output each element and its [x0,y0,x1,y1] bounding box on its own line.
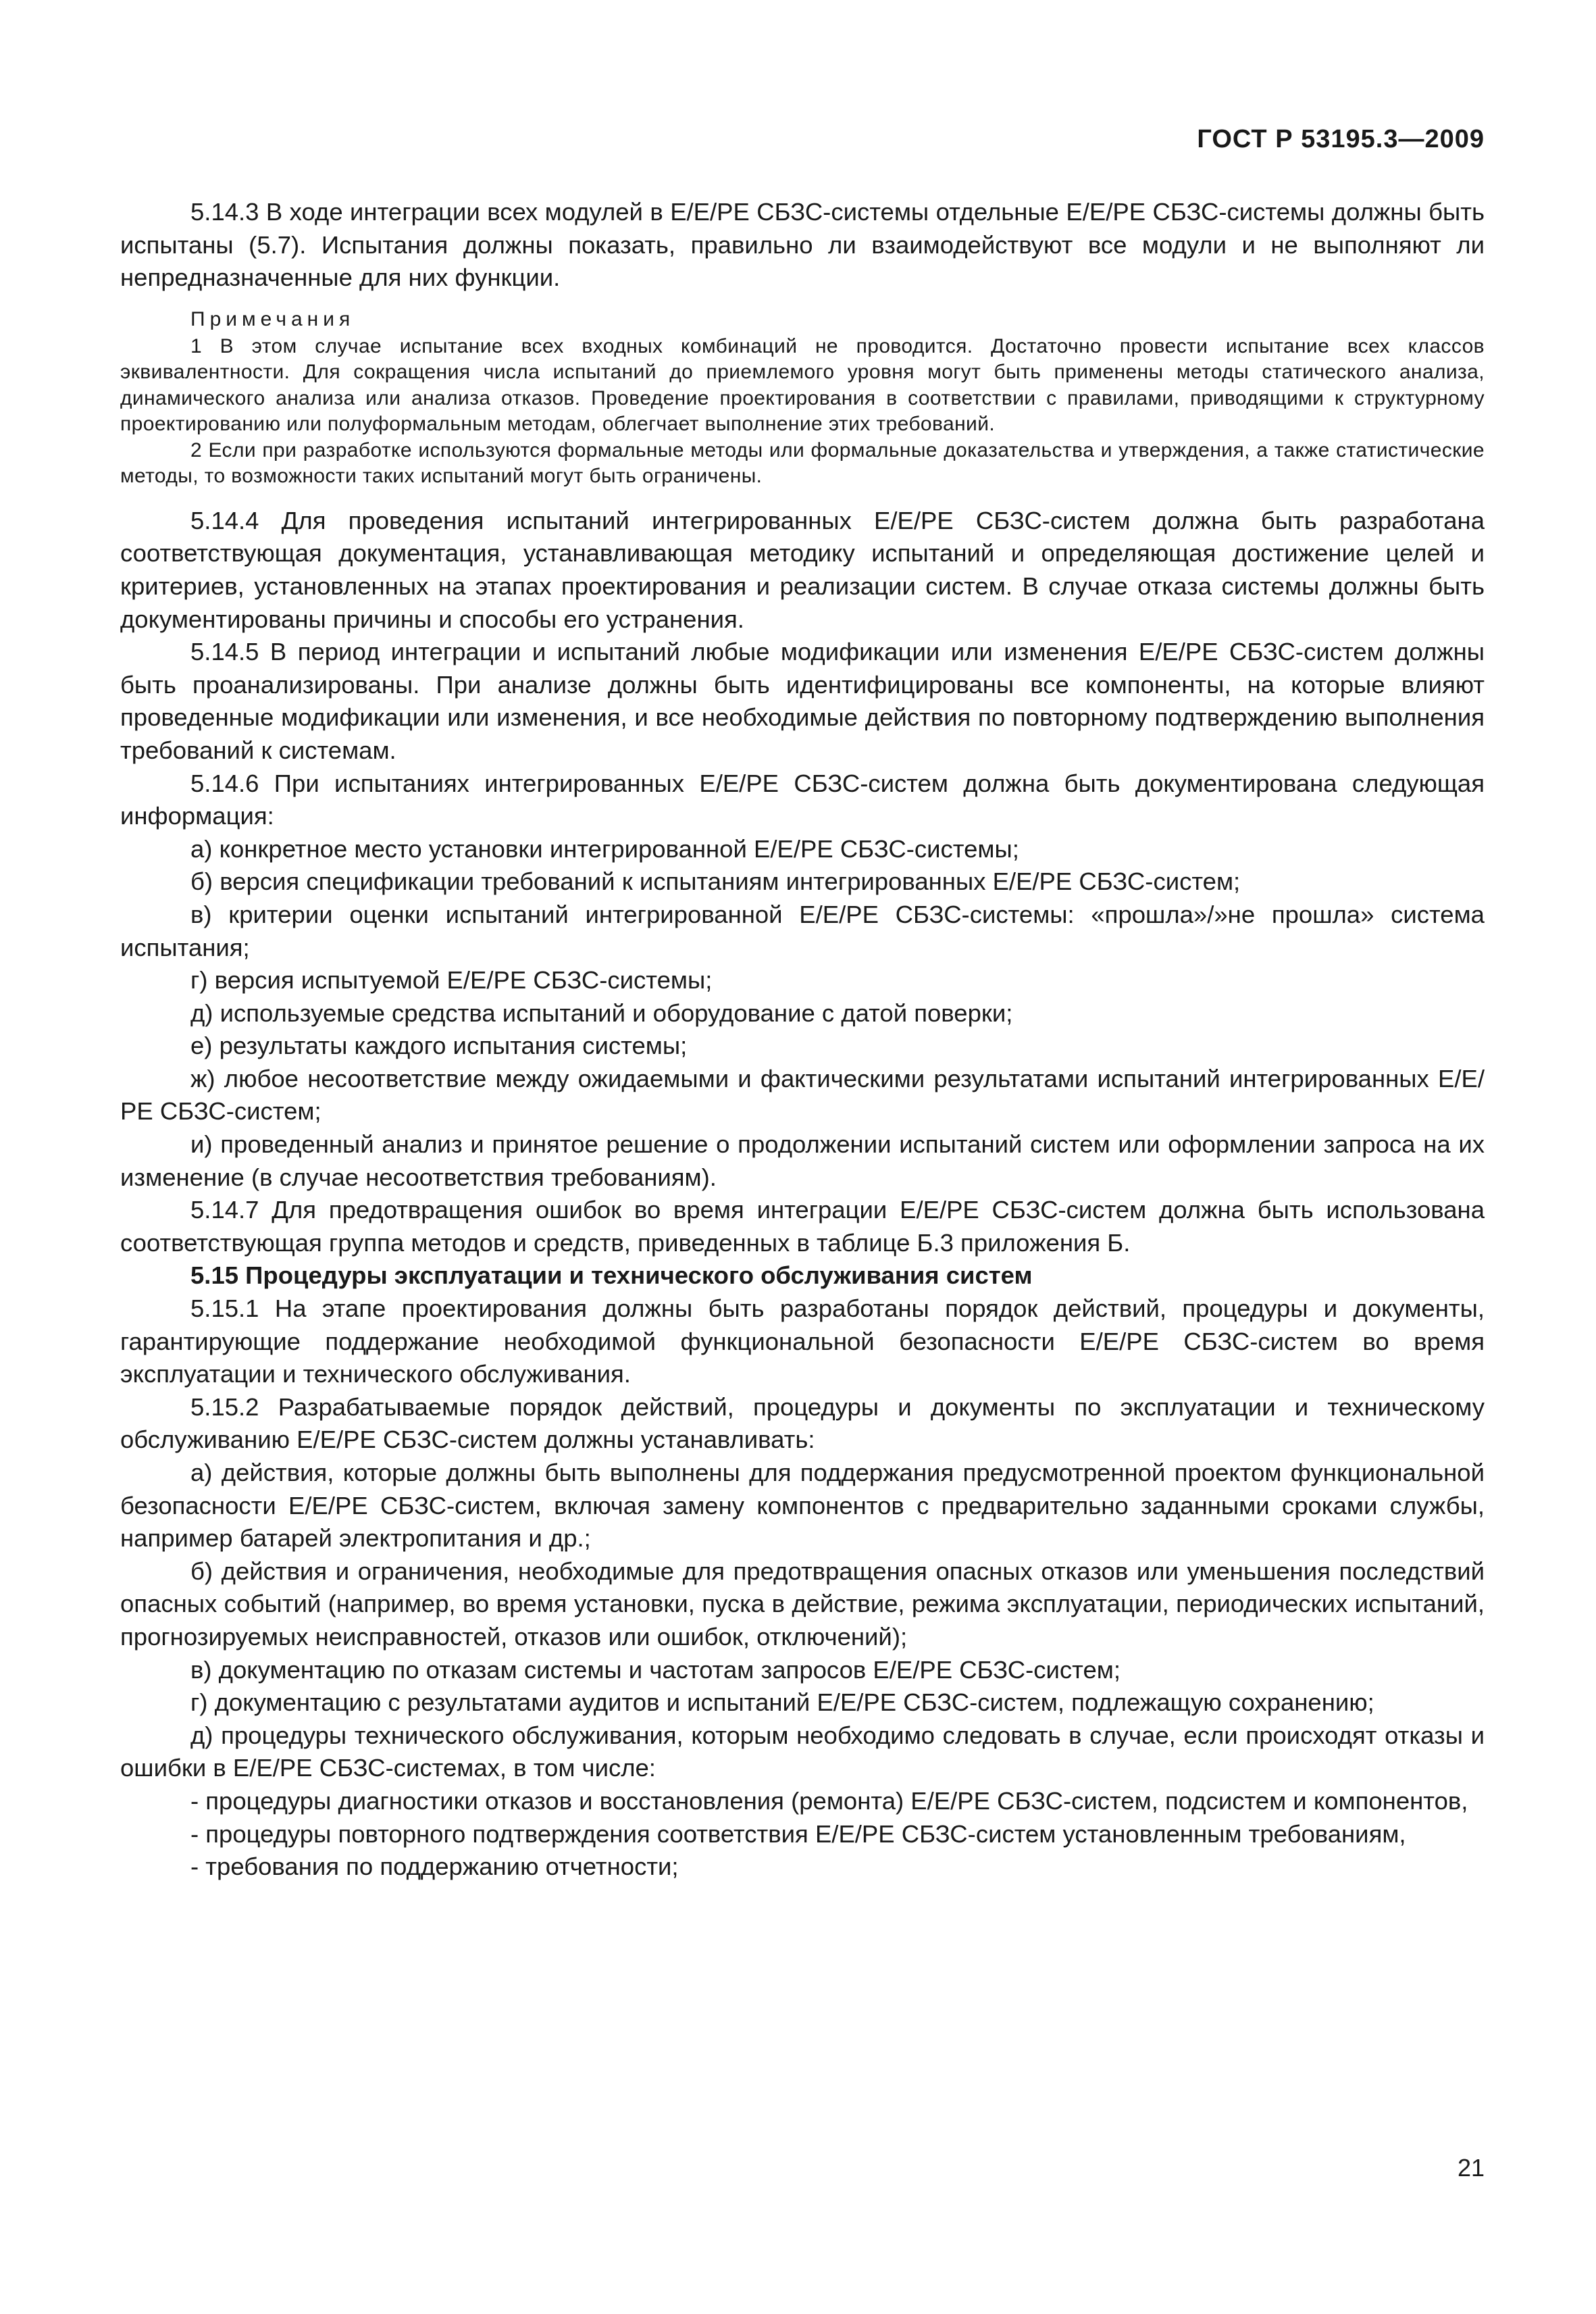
list-item-i: и) проведенный анализ и принятое решение о продолжении испытаний систем или оформлении запроса на их изменение (в случае несоответствия требованиям). [120,1130,1485,1191]
dash-item-3: - требования по поддержанию отчетности; [190,1853,679,1881]
list-item-v: в) критерии оценки испытаний интегрированной Е/Е/РЕ СБЗС-системы: «прошла»/»не прошла» система испытания; [120,900,1485,961]
maint-item-v: в) документацию по отказам системы и частотам запросов Е/Е/РЕ СБЗС-систем; [190,1655,1121,1684]
list-item-zh: ж) любое несоответствие между ожидаемыми и фактическими результатами испытаний интегрированных Е/Е/РЕ СБЗС-систем; [120,1064,1485,1126]
note-1: 1 В этом случае испытание всех входных комбинаций не проводится. Достаточно провести испытание всех классов эквивалентности. Для сокращения числа испытаний до приемлемого уровня могут быть применены методы статического анализа, динамического анализа или анализа отказов. Проведение проектирования в соответствии с правилами, приводящими к структурному проектированию или полуформальным методам, облегчает выполнение этих требований. [120,334,1485,436]
maint-item-b: б) действия и ограничения, необходимые для предотвращения опасных отказов или уменьшения последствий опасных событий (например, во время установки, пуска в действие, режима эксплуатации, периодических испытаний, прогнозируемых неисправностей, отказов или ошибок, отключений); [120,1557,1485,1651]
page-number: 21 [1457,2154,1485,2182]
section-heading-5-15: 5.15 Процедуры эксплуатации и технического обслуживания систем [190,1261,1033,1290]
dash-item-1: - процедуры диагностики отказов и восстановления (ремонта) Е/Е/РЕ СБЗС-систем, подсистем и компонентов, [190,1786,1468,1815]
maint-item-a: а) действия, которые должны быть выполнены для поддержания предусмотренной проектом функциональной безопасности Е/Е/РЕ СБЗС-систем, включая замену компонентов с предварительно заданными сроками службы, например батарей электропитания и др.; [120,1459,1485,1553]
paragraph-5-14-7: 5.14.7 Для предотвращения ошибок во время интеграции Е/Е/РЕ СБЗС-систем должна быть использована соответствующая группа методов и средств, приведенных в таблице Б.3 приложения Б. [120,1196,1485,1257]
list-item-d: д) используемые средства испытаний и оборудование с датой поверки; [190,999,1013,1027]
maint-item-d: д) процедуры технического обслуживания, которым необходимо следовать в случае, если происходят отказы и ошибки в Е/Е/РЕ СБЗС-системах, в том числе: [120,1721,1485,1782]
list-item-a: а) конкретное место установки интегрированной Е/Е/РЕ СБЗС-системы; [190,834,1019,863]
list-item-g: г) версия испытуемой Е/Е/РЕ СБЗС-системы; [190,966,713,995]
paragraph-5-14-4: 5.14.4 Для проведения испытаний интегрированных Е/Е/РЕ СБЗС-систем должна быть разработана соответствующая документация, устанавливающая методику испытаний и определяющая достижение целей и критериев, установленных на этапах проектирования и реализации систем. В случае отказа системы должны быть документированы причины и способы его устранения. [120,506,1485,633]
document-body [120,196,1485,1884]
document-page [120,0,1485,2314]
notes-title: Примечания [190,307,355,330]
paragraph-5-14-6: 5.14.6 При испытаниях интегрированных Е/Е/РЕ СБЗС-систем должна быть документирована следующая информация: [120,769,1485,830]
maint-item-g: г) документацию с результатами аудитов и испытаний Е/Е/РЕ СБЗС-систем, подлежащую сохранению; [190,1688,1374,1717]
list-item-e: е) результаты каждого испытания системы; [190,1032,688,1060]
paragraph-5-14-5: 5.14.5 В период интеграции и испытаний любые модификации или изменения Е/Е/РЕ СБЗС-систем должны быть проанализированы. При анализе должны быть идентифицированы все компоненты, на которые влияют проведенные модификации или изменения, и все необходимые действия по повторному подтверждению выполнения требований к системам. [120,638,1485,764]
paragraph-5-15-1: 5.15.1 На этапе проектирования должны быть разработаны порядок действий, процедуры и документы, гарантирующие поддержание необходимой функциональной безопасности Е/Е/РЕ СБЗС-систем во время эксплуатации и технического обслуживания. [120,1294,1485,1388]
paragraph-5-15-2: 5.15.2 Разрабатываемые порядок действий, процедуры и документы по эксплуатации и техническому обслуживанию Е/Е/РЕ СБЗС-систем должны устанавливать: [120,1392,1485,1454]
document-header-id: ГОСТ Р 53195.3—2009 [1197,125,1485,153]
notes-block [120,305,1485,490]
list-item-b: б) версия спецификации требований к испытаниям интегрированных Е/Е/РЕ СБЗС-систем; [190,867,1241,896]
dash-item-2: - процедуры повторного подтверждения соответствия Е/Е/РЕ СБЗС-систем установленным требованиям, [190,1819,1406,1848]
note-2: 2 Если при разработке используются формальные методы или формальные доказательства и утверждения, а также статистические методы, то возможности таких испытаний могут быть ограничены. [120,438,1485,488]
paragraph-5-14-3: 5.14.3 В ходе интеграции всех модулей в Е/Е/РЕ СБЗС-системы отдельные Е/Е/РЕ СБЗС-системы должны быть испытаны (5.7). Испытания должны показать, правильно ли взаимодействуют все модули и не выполняют ли непредназначенные для них функции. [120,198,1485,292]
